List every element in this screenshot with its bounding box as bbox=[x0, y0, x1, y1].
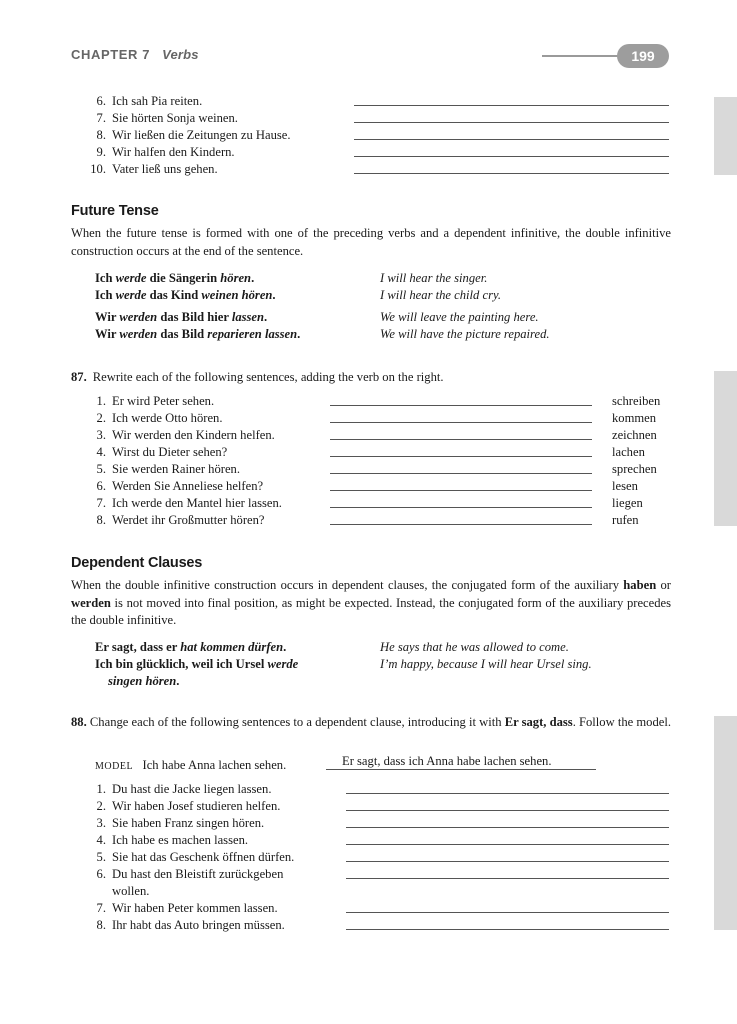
page-number: 199 bbox=[617, 44, 669, 68]
section-heading-future: Future Tense bbox=[71, 203, 159, 219]
example-english: He says that he was allowed to come. bbox=[380, 640, 569, 654]
answer-line[interactable] bbox=[330, 524, 592, 525]
answer-line[interactable] bbox=[330, 473, 592, 474]
example-german: Ich bin glücklich, weil ich Ursel werde bbox=[95, 657, 299, 671]
model-row bbox=[95, 757, 286, 774]
answer-line[interactable] bbox=[346, 861, 669, 862]
answer-line[interactable] bbox=[330, 422, 592, 423]
verb-hint: sprechen bbox=[612, 462, 657, 476]
list-item: 7. Ich werde den Mantel hier lassen. bbox=[96, 496, 282, 510]
chapter-title: Verbs bbox=[162, 47, 199, 62]
list-item: 6. Werden Sie Anneliese helfen? bbox=[96, 479, 264, 493]
example-german: Wir werden das Bild hier lassen. bbox=[95, 310, 268, 324]
answer-line[interactable] bbox=[346, 912, 669, 913]
example-english: We will have the picture repaired. bbox=[380, 327, 550, 341]
answer-line[interactable] bbox=[330, 507, 592, 508]
list-item: 9. Wir halfen den Kindern. bbox=[96, 145, 235, 159]
list-item: 6. Du hast den Bleistift zurückgeben bbox=[96, 867, 284, 881]
list-item: 4. Ich habe es machen lassen. bbox=[96, 833, 249, 847]
list-item: 2. Wir haben Josef studieren helfen. bbox=[96, 799, 281, 813]
list-item: 6. Ich sah Pia reiten. bbox=[96, 94, 203, 108]
answer-line[interactable] bbox=[330, 405, 592, 406]
list-item: 5. Sie hat das Geschenk öffnen dürfen. bbox=[96, 850, 295, 864]
list-item: 8. Werdet ihr Großmutter hören? bbox=[96, 513, 265, 527]
future-paragraph: When the future tense is formed with one of the preceding verbs and a dependent infinitive, the double infinitive construction occurs at the end of the sentence. bbox=[71, 226, 671, 258]
chapter-number: CHAPTER 7 bbox=[71, 47, 151, 62]
verb-hint: liegen bbox=[612, 496, 643, 510]
model-answer-line bbox=[326, 769, 596, 770]
side-tab bbox=[714, 716, 737, 930]
list-item: 2. Ich werde Otto hören. bbox=[96, 411, 223, 425]
answer-line[interactable] bbox=[346, 878, 669, 879]
example-german: Ich werde die Sängerin hören. bbox=[95, 271, 255, 285]
verb-hint: lachen bbox=[612, 445, 645, 459]
example-english: I’m happy, because I will hear Ursel sing. bbox=[380, 657, 592, 671]
verb-hint: zeichnen bbox=[612, 428, 657, 442]
answer-line[interactable] bbox=[354, 105, 669, 106]
answer-line[interactable] bbox=[346, 827, 669, 828]
side-tab bbox=[714, 97, 737, 175]
model-label: MODEL bbox=[95, 761, 134, 772]
example-english: I will hear the singer. bbox=[380, 271, 488, 285]
list-item: 5. Sie werden Rainer hören. bbox=[96, 462, 240, 476]
answer-line[interactable] bbox=[346, 844, 669, 845]
list-item: 3. Wir werden den Kindern helfen. bbox=[96, 428, 275, 442]
answer-line[interactable] bbox=[346, 793, 669, 794]
answer-line[interactable] bbox=[354, 139, 669, 140]
side-tab bbox=[714, 371, 737, 526]
list-item: 8. Wir ließen die Zeitungen zu Hause. bbox=[96, 128, 291, 142]
exercise-88-instruction: 88. Change each of the following sentences to a dependent clause, introducing it with Er sagt, dass. Follow the model. bbox=[71, 715, 671, 729]
list-item: 7. Wir haben Peter kommen lassen. bbox=[96, 901, 278, 915]
example-german-continued: singen hören. bbox=[108, 674, 180, 688]
example-german: Er sagt, dass er hat kommen dürfen. bbox=[95, 640, 287, 654]
verb-hint: kommen bbox=[612, 411, 657, 425]
answer-line[interactable] bbox=[330, 439, 592, 440]
model-answer: Er sagt, dass ich Anna habe lachen sehen. bbox=[342, 754, 552, 768]
answer-line[interactable] bbox=[346, 929, 669, 930]
list-item: 1. Er wird Peter sehen. bbox=[96, 394, 215, 408]
list-item: 3. Sie haben Franz singen hören. bbox=[96, 816, 265, 830]
chapter-header bbox=[71, 47, 199, 62]
dependent-paragraph: When the double infinitive construction occurs in dependent clauses, the conjugated form of the auxiliary haben or werden is not moved into final position, as might be expected. Instead, the conjugated form of the auxiliary precedes the double infinitive. bbox=[71, 578, 671, 627]
answer-line[interactable] bbox=[330, 456, 592, 457]
model-sentence: Ich habe Anna lachen sehen. bbox=[142, 758, 287, 772]
answer-line[interactable] bbox=[354, 173, 669, 174]
list-item: 10. Vater ließ uns gehen. bbox=[90, 162, 218, 176]
verb-hint: lesen bbox=[612, 479, 638, 493]
example-english: I will hear the child cry. bbox=[380, 288, 502, 302]
answer-line[interactable] bbox=[330, 490, 592, 491]
list-item: 1. Du hast die Jacke liegen lassen. bbox=[96, 782, 272, 796]
list-item: 7. Sie hörten Sonja weinen. bbox=[96, 111, 238, 125]
header-rule bbox=[542, 55, 627, 57]
answer-line[interactable] bbox=[354, 122, 669, 123]
list-item: 4. Wirst du Dieter sehen? bbox=[96, 445, 228, 459]
answer-line[interactable] bbox=[354, 156, 669, 157]
verb-hint: schreiben bbox=[612, 394, 661, 408]
list-item: 8. Ihr habt das Auto bringen müssen. bbox=[96, 918, 285, 932]
section-heading-dependent: Dependent Clauses bbox=[71, 555, 203, 571]
example-german: Ich werde das Kind weinen hören. bbox=[95, 288, 276, 302]
exercise-87-instruction: 87. Rewrite each of the following sentences, adding the verb on the right. bbox=[71, 370, 444, 384]
list-item-continued: wollen. bbox=[112, 884, 150, 898]
example-english: We will leave the painting here. bbox=[380, 310, 539, 324]
answer-line[interactable] bbox=[346, 810, 669, 811]
example-german: Wir werden das Bild reparieren lassen. bbox=[95, 327, 301, 341]
verb-hint: rufen bbox=[612, 513, 639, 527]
